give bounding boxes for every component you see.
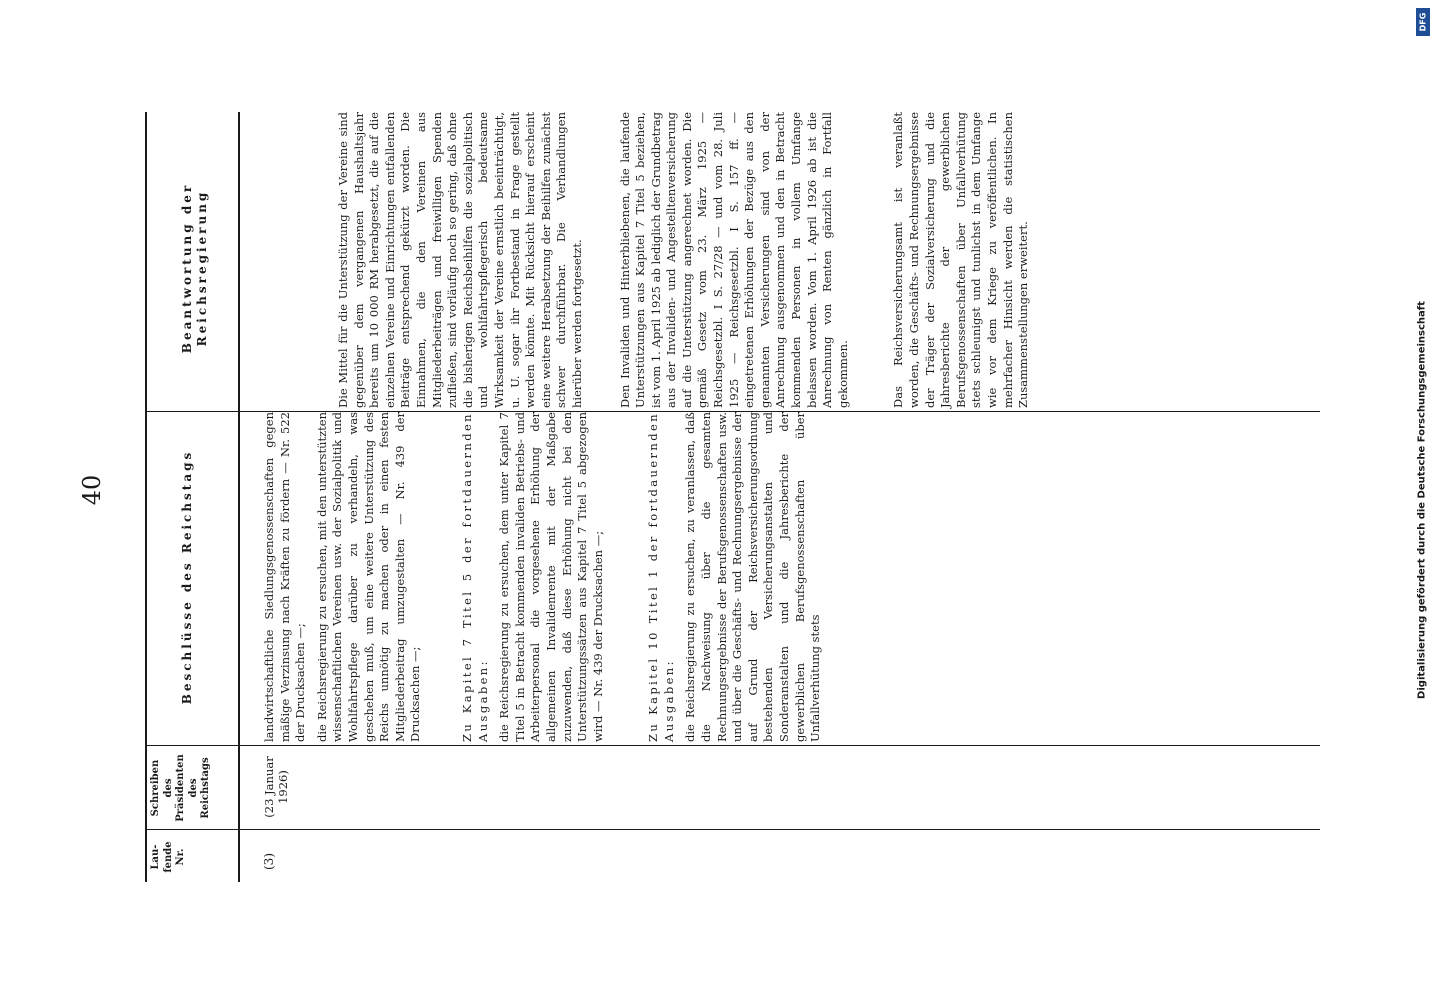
beschluss-paragraph [315, 412, 424, 742]
beantwortung-paragraph: Den Invaliden und Hinterbliebenen, die laufende Unterstützungen aus Kapitel 7 Titel 5 beziehen, ist vom 1. April 1925 ab lediglich der Grundbetrag aus der Invaliden- und Angestelltenversicherung auf die Unterstützung angerechnet worden. Die gemäß Gesetz vom 23. März 1925 — Reichsgesetzbl. I S. 27/28 — und vom 28. Juli 1925 — Reichsgesetzbl. I S. 157 ff. — eingetretenen Erhöhungen der Bezüge aus den genannten Versicherungen sind von der Anrechnung ausgenommen und den in Betracht kommenden Personen in vollem Umfange belassen worden. Vom 1. April 1926 ab ist die Anrechnung von Renten gänzlich in Fortfall gekommen. [617, 112, 850, 408]
table-top-rule [145, 112, 147, 882]
beantwortung-column [336, 112, 1038, 408]
header-schreiben-text: Schreiben des Präsidenten des Reichstags [150, 754, 211, 822]
header-laufende-nr-text: Lau- fende Nr. [150, 841, 186, 873]
header-schreiben [150, 748, 213, 828]
beschluss-paragraph [262, 412, 309, 742]
beschluss-paragraph [460, 412, 606, 742]
table-header-rule [238, 112, 240, 882]
column-divider-2 [145, 745, 1320, 746]
beantwortung-paragraph: Das Reichsversicherungsamt ist veranlaßt worden, die Geschäfts- und Rechnungsergebnisse der Träger der Sozialversicherung und die Jahresberichte der gewerblichen Berufsgenossenschaften über Unfallverhütung stets schleunigst und tunlichst in dem Umfange wie vor dem Kriege zu veröffentlichen. In mehrfacher Hinsicht werden die statistischen Zusammenstellungen erweitert. [891, 112, 1031, 408]
beschluss-text: die Reichsregierung zu ersuchen, dem unter Kapitel 7 Titel 5 in Betracht kommenden invaliden Betriebs- und Arbeiterpersonal die vorgesehene Erhöhung der allgemeinen Invalidenrente mit der Maßgabe zuzuwenden, daß diese Erhöhung nicht bei den Unterstützungssätzen aus Kapitel 7 Titel 5 abgezogen wird — Nr. 439 der Drucksachen —; [497, 412, 605, 742]
beschluss-text: die Reichsregierung zu ersuchen, mit den unterstützten wissenschaftlichen Vereinen usw. der Sozialpolitik und Wohlfahrtspflege darüber zu verhandeln, was geschehen muß, um eine weitere Unterstützung des Reichs unnötig zu machen oder in einen festen Mitgliederbeitrag umzugestalten — Nr. 439 der Drucksachen —; [314, 412, 423, 742]
beschluesse-column [262, 412, 830, 742]
dfg-logo [1416, 8, 1430, 36]
beantwortung-paragraph: Die Mittel für die Unterstützung der Vereine sind gegenüber dem vergangenen Haushaltsjahr bereits um 10 000 RM herabgesetzt, die auf die einzelnen Vereine und Einrichtungen entfallenden Beiträge entsprechend gekürzt worden. Die Einnahmen, die den Vereinen aus Mitgliederbeiträgen und freiwilligen Spenden zufließen, sind vorläufig noch so gering, daß ohne die bisherigen Reichsbeihilfen die sozialpolitisch und wohlfahrtspflegerisch bedeutsame Wirksamkeit der Vereine ernstlich beeinträchtigt, u. U. sogar ihr Fortbestand in Frage gestellt werden könnte. Mit Rücksicht hierauf erscheint eine weitere Herabsetzung der Beihilfen zunächst schwer durchführbar. Die Verhandlungen hierüber werden fortgesetzt. [336, 112, 584, 408]
beschluss-heading: Zu Kapitel 7 Titel 5 der fortdauernden Ausgaben: [459, 412, 490, 742]
header-laufende-nr [150, 832, 188, 882]
beschluss-text: landwirtschaftliche Siedlungsgenossenschaften gegen mäßige Verzinsung nach Kräften zu fördern — Nr. 522 der Drucksachen —; [262, 412, 308, 742]
header-beantwortung: Beantwortung der Reichsregierung [180, 182, 209, 354]
dfg-logo-text: DFG [1418, 12, 1428, 32]
beschluss-heading: Zu Kapitel 10 Titel 1 der fortdauernden Ausgaben: [646, 412, 676, 742]
beschluss-text: die Reichsregierung zu ersuchen, zu veranlassen, daß die Nachweisung über die gesamten Rechnungsergebnisse der Berufsgenossenschaften usw. und über die Geschäfts- und Rechnungsergebnisse der auf Grund der Reichsversicherungsordnung bestehenden Versicherungsanstalten und Sonderanstalten und die Jahresberichte der gewerblichen Berufsgenossenschaften über Unfallverhütung stets [683, 412, 823, 742]
column-divider-1 [145, 829, 1320, 830]
header-beschluesse: Beschlüsse des Reichstags [180, 449, 194, 705]
page-number: 40 [78, 474, 106, 506]
beschluss-paragraph [646, 412, 824, 742]
row-number: (3) [262, 853, 276, 870]
digitization-note-text: Digitalisierung gefördert durch die Deutsche Forschungsgemeinschaft [1416, 301, 1428, 699]
digitization-note [1414, 80, 1430, 920]
row-date: (23 Januar 1926) [262, 756, 290, 818]
